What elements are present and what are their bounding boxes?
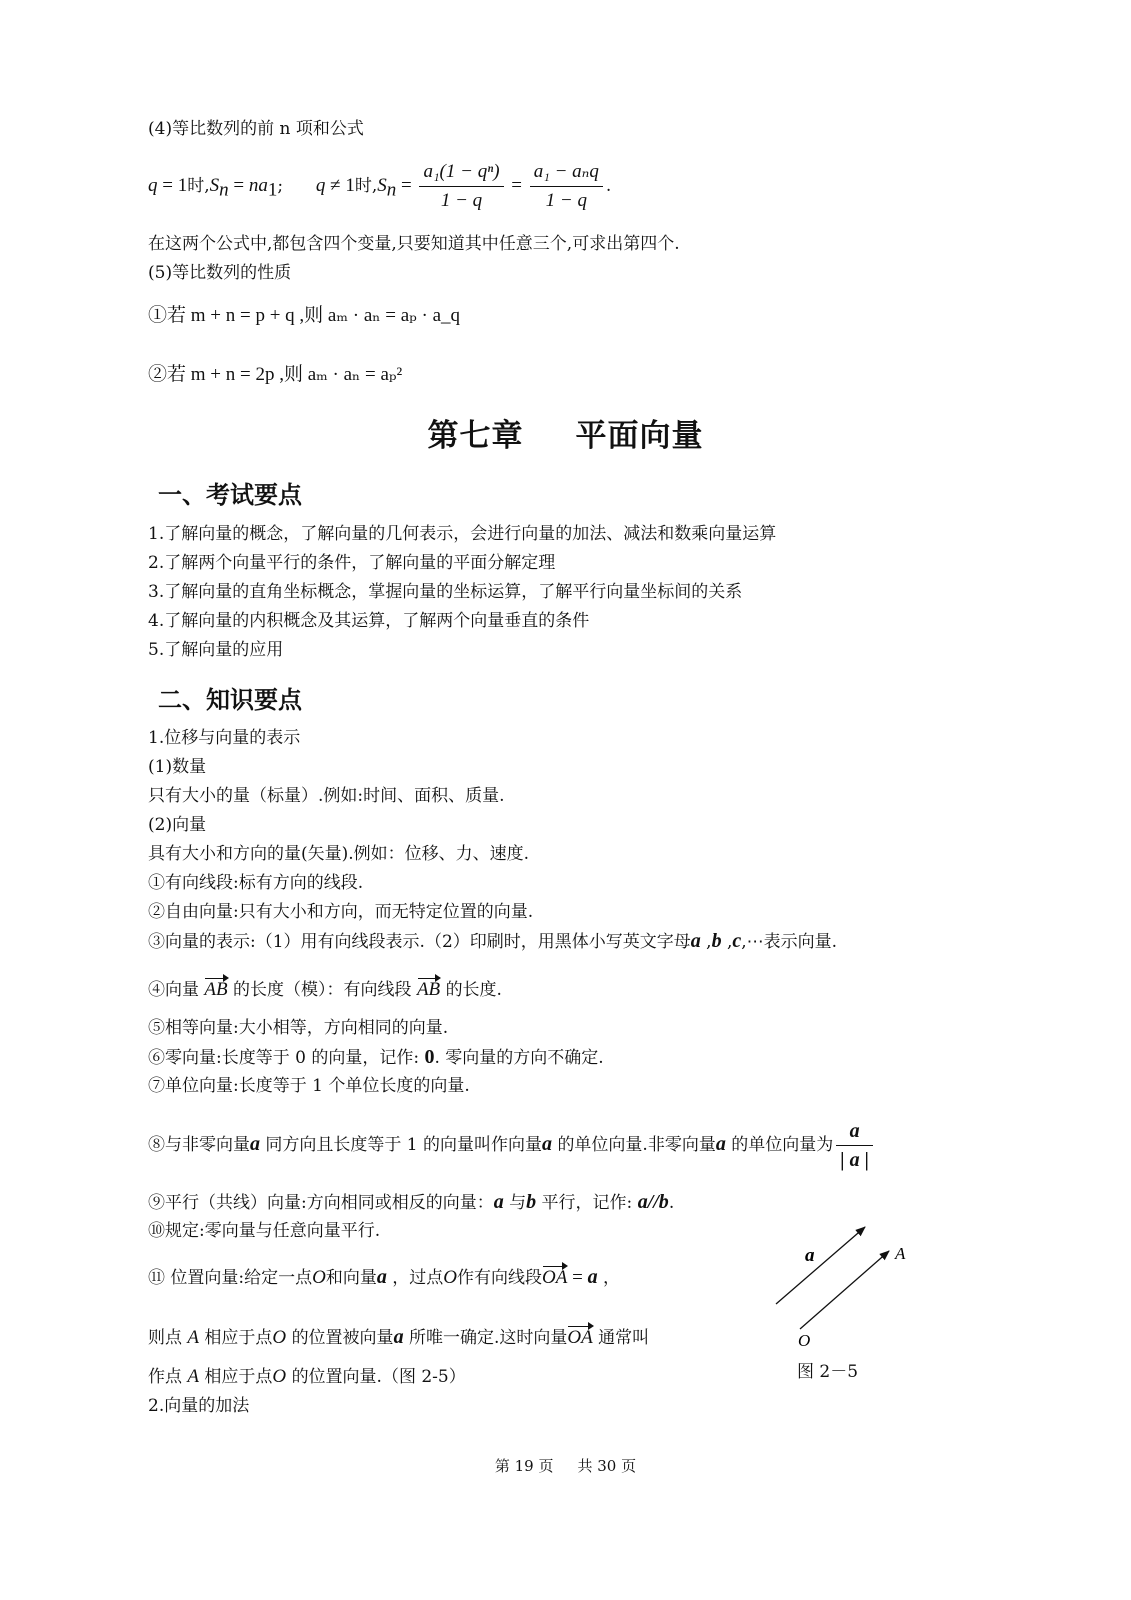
page-footer — [0, 1455, 1131, 1476]
chapter-number: 第七章 — [427, 418, 524, 454]
fraction-1: $\frac{\text{a₁(1 − qⁿ)}}{1 - q}$ — [419, 160, 503, 213]
figure-label-A: A — [895, 1244, 906, 1263]
knowledge-line: 作点 A 相应于点O 的位置向量.（图 2-5） — [148, 1366, 466, 1387]
knowledge-line: 则点 A 相应于点O 的位置被向量a 所唯一确定.这时向量OA 通常叫 — [148, 1326, 650, 1348]
page-number: 第 19 页 — [494, 1457, 554, 1475]
fraction-2: $\frac{\text{a₁ − aₙq}}{1 - q}$ — [530, 160, 603, 213]
vector-a-arrow — [776, 1227, 865, 1304]
section-exam-points: 一、考试要点 — [158, 481, 302, 509]
gp-sum-heading: (4)等比数列的前 n 项和公式 — [148, 119, 364, 139]
exam-point: 3.了解向量的直角坐标概念，掌握向量的坐标运算，了解平行向量坐标间的关系 — [148, 582, 743, 602]
knowledge-line: ③向量的表示:（1）用有向线段表示.（2）印刷时，用黑体小写英文字母a ,b ,c,⋯表示向量. — [148, 930, 838, 952]
figure-label-a: a — [805, 1245, 815, 1266]
section-knowledge-points: 二、知识要点 — [158, 686, 302, 714]
knowledge-line: 1.位移与向量的表示 — [148, 728, 301, 748]
chapter-title — [0, 410, 1131, 455]
gp-prop-1: ①若 m + n = p + q ,则 aₘ · aₙ = aₚ · a_q — [148, 305, 460, 326]
knowledge-line: (1)数量 — [148, 757, 207, 777]
figure-caption: 图 2－5 — [797, 1362, 859, 1382]
knowledge-line: ⑪ 位置向量:给定一点O和向量a ，过点O作有向线段OA = a ， — [148, 1266, 620, 1288]
gp-props-heading: (5)等比数列的性质 — [148, 263, 292, 283]
exam-point: 4.了解向量的内积概念及其运算，了解两个向量垂直的条件 — [148, 611, 590, 631]
knowledge-line: 具有大小和方向的量(矢量).例如：位移、力、速度. — [148, 844, 530, 864]
knowledge-line: ⑨平行（共线）向量:方向相同或相反的向量：a 与b 平行，记作: a//b. — [148, 1191, 675, 1213]
page-total: 共 30 页 — [577, 1457, 637, 1475]
exam-point: 2.了解两个向量平行的条件，了解向量的平面分解定理 — [148, 553, 556, 573]
exam-point: 5.了解向量的应用 — [148, 640, 284, 660]
unit-vector-fraction: $\frac{a}{| a |}$ — [836, 1119, 873, 1172]
vector-OA: OA — [567, 1324, 592, 1349]
vector-AB: AB — [417, 976, 440, 1001]
knowledge-line: 只有大小的量（标量）.例如:时间、面积、质量. — [148, 786, 505, 806]
gp-prop-2: ②若 m + n = 2p ,则 aₘ · aₙ = aₚ² — [148, 364, 403, 385]
knowledge-line: 2.向量的加法 — [148, 1396, 250, 1416]
gp-sum-formula: q = 1时$,S_n = na_1$; q ≠ 1时$,S_n$ = $\frac{\text{a₁(1 − qⁿ)}}{1 - q}$ = $\frac{\text{a₁ − aₙq}}{1 - q}$ . — [148, 161, 612, 211]
chapter-name: 平面向量 — [575, 418, 704, 454]
vector-AB: AB — [204, 976, 227, 1001]
knowledge-line: ⑤相等向量:大小相等，方向相同的向量. — [148, 1018, 449, 1038]
knowledge-line: ⑧与非零向量a 同方向且长度等于 1 的向量叫作向量a 的单位向量.非零向量a 的单位向量为 $\frac{a}{| a |}$ — [148, 1118, 876, 1172]
knowledge-line: ④向量 AB 的长度（模）：有向线段 AB 的长度. — [148, 976, 502, 1001]
knowledge-line: (2)向量 — [148, 815, 207, 835]
figure-label-O: O — [798, 1331, 811, 1348]
exam-point: 1.了解向量的概念，了解向量的几何表示，会进行向量的加法、减法和数乘向量运算 — [148, 524, 777, 544]
knowledge-line: ①有向线段:标有方向的线段. — [148, 873, 364, 893]
knowledge-line: ⑩规定:零向量与任意向量平行. — [148, 1221, 381, 1241]
knowledge-line: ②自由向量:只有大小和方向，而无特定位置的向量. — [148, 902, 534, 922]
gp-note: 在这两个公式中,都包含四个变量,只要知道其中任意三个,可求出第四个. — [148, 234, 680, 254]
knowledge-line: ⑦单位向量:长度等于 1 个单位长度的向量. — [148, 1076, 470, 1096]
knowledge-line: ⑥零向量:长度等于 0 的向量，记作: 0. 零向量的方向不确定. — [148, 1046, 604, 1068]
position-vector-figure — [770, 1218, 930, 1348]
vector-OA: OA — [542, 1264, 567, 1289]
